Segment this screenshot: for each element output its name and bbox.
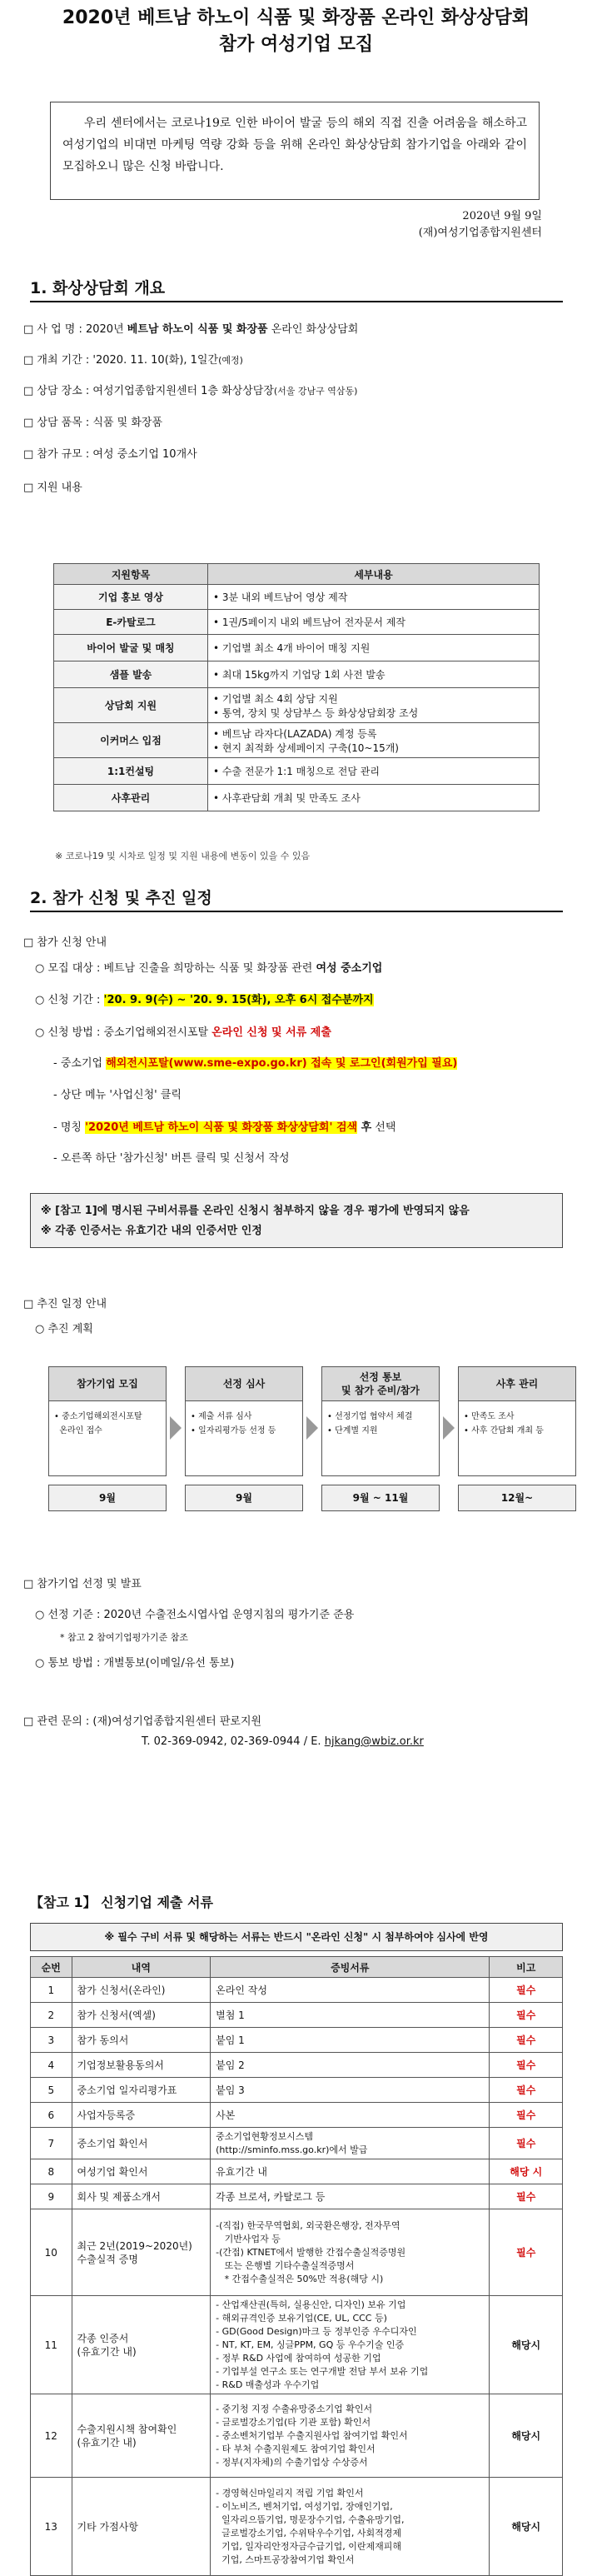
document-row [31,2028,563,2053]
title-line-1: 2020년 베트남 하노이 식품 및 화장품 온라인 화상상담회 [62,7,530,28]
method-sub-4: - 오른쪽 하단 '참가신청' 버튼 클릭 및 신청서 작성 [53,1152,290,1165]
flow-step [48,1366,167,1511]
document-proof-line: 기업, 스마트공장참여기업 확인서 [216,2554,355,2565]
items-line: □ 상담 품목 : 식품 및 화장품 [23,417,163,429]
support-detail-line: • 통역, 장치 및 상담부스 등 화상상담회장 조성 [213,706,419,719]
document-no: 11 [31,2296,72,2394]
sub3-suffix: 선택 [371,1121,396,1134]
target-prefix: ○ 모집 대상 : 베트남 진출을 희망하는 식품 및 화장품 관련 [35,962,316,975]
document-proof-line: - 글로벌강소기업(타 기관 포함) 확인서 [216,2416,371,2428]
flow-step-body-line: • 만족도 조사 [464,1412,515,1421]
document-row [31,2478,563,2576]
support-detail-line: • 기업별 최소 4회 상담 지원 [213,692,338,705]
flow-step-period: 9월 [185,1485,303,1511]
document-proof-line: - GD(Good Design)마크 등 정부인증 우수디자인 [216,2325,417,2337]
document-remark: 필수 [490,2078,563,2103]
flow-step-title: 선정 심사 [185,1366,303,1401]
document-name: 각종 인증서 (유효기간 내) [72,2296,211,2394]
document-row [31,2209,563,2296]
arrow-right-icon [443,1416,455,1440]
notice-org: (재)여성기업종합지원센터 [418,227,542,239]
flow-step-body [48,1401,167,1476]
support-header-item: 지원항목 [54,564,208,585]
target-bold: 여성 중소기업 [316,962,383,975]
target-line [35,959,382,975]
document-remark: 해당시 [490,2394,563,2478]
document-remark: 해당시 [490,2296,563,2394]
document-proof-line: * 간접수출실적은 50%만 적용(해당 시) [216,2273,384,2284]
document-no: 7 [31,2128,72,2159]
document-remark: 필수 [490,2003,563,2028]
doc-header-no: 순번 [31,1957,72,1978]
flow-step-period: 9월 ~ 11월 [321,1485,440,1511]
document-proof-line: 일자리으뜸기업, 명문장수기업, 수출유망기업, [216,2514,405,2525]
document-proof [211,2159,490,2184]
contact-email-link[interactable]: hjkang@wbiz.or.kr [324,1735,424,1748]
flow-step-period: 12월~ [458,1485,576,1511]
support-item: 기업 홍보 영상 [54,585,208,610]
document-proof-line: 붙임 1 [216,2034,245,2046]
flow-step-title: 선정 통보 및 참가 준비/참가 [321,1366,440,1401]
flow-step [185,1366,303,1511]
document-proof-line: 사본 [216,2109,236,2121]
flow-step-period: 9월 [48,1485,167,1511]
support-row [54,610,540,635]
support-detail-line: • 3분 내외 베트남어 영상 제작 [213,592,348,603]
document-proof-line: 또는 은행별 기타수출실적증명서 [216,2259,355,2271]
flow-step-body-line: • 일자리평가등 선정 등 [191,1426,276,1435]
document-proof-line: -(직접) 한국무역협회, 외국환은행장, 전자무역 [216,2219,400,2231]
event-bold: 베트남 하노이 식품 및 화장품 [127,323,268,336]
flow-step-body-line: 온라인 접수 [54,1426,102,1435]
period-line [23,351,243,367]
flow-step-body-line: • 중소기업해외전시포탈 [54,1412,142,1421]
document-proof-line: (http://sminfo.mss.go.kr)에서 발급 [216,2144,368,2155]
arrow-right-icon [306,1416,318,1440]
flow-step-body [458,1401,576,1476]
flow-step [458,1366,576,1511]
document-proof-line: 별첨 1 [216,2009,245,2021]
support-detail [208,661,540,688]
event-suffix: 온라인 화상상담회 [267,323,359,336]
document-no: 12 [31,2394,72,2478]
document-row [31,2103,563,2128]
document-no: 10 [31,2209,72,2296]
document-no: 8 [31,2159,72,2184]
document-name: 사업자등록증 [72,2103,211,2128]
support-item: 1:1컨설팅 [54,758,208,785]
flow-step [321,1366,440,1511]
document-row [31,2128,563,2159]
warning-box [30,1193,563,1248]
document-name: 참가 동의서 [72,2028,211,2053]
document-proof [211,2184,490,2209]
support-detail-line: • 1권/5페이지 내외 베트남어 전자문서 제작 [213,617,405,628]
apply-period-b: '20. 9. 15(화), 오후 6시 접수분까지 [189,994,374,1006]
support-row [54,661,540,688]
venue-small: (서울 강남구 역삼동) [273,386,358,397]
apply-header: □ 참가 신청 안내 [23,936,107,949]
document-no: 4 [31,2053,72,2078]
document-name: 여성기업 확인서 [72,2159,211,2184]
document-no: 5 [31,2078,72,2103]
document-proof-line: 온라인 작성 [216,1984,267,1996]
document-proof [211,2478,490,2576]
document-proof-line: - 경영혁신마일리지 적립 기업 확인서 [216,2487,364,2499]
schedule-header: □ 추진 일정 안내 [23,1298,107,1310]
document-proof [211,2103,490,2128]
document-row [31,2078,563,2103]
select-ref: * 참고 2 참여기업평가기준 참조 [60,1632,188,1643]
support-detail [208,688,540,723]
document-proof-line: 붙임 2 [216,2059,245,2071]
document-name: 중소기업 일자리평가표 [72,2078,211,2103]
flow-step-body-line: • 제출 서류 심사 [191,1412,252,1421]
document-no: 13 [31,2478,72,2576]
notice-box: 우리 센터에서는 코로나19로 인한 바이어 발굴 등의 해외 직접 진출 어려움을 해소하고 여성기업의 비대면 마케팅 역량 강화 등을 위해 온라인 화상상담회 참가기업을 아래와 같이 모집하오니 많은 신청 바랍니다. [50,102,540,200]
support-detail-line: • 최대 15kg까지 기업당 1회 사전 발송 [213,669,386,681]
contact-line: □ 관련 문의 : (재)여성기업종합지원센터 판로지원 [23,1715,262,1728]
document-proof-line: 기업, 일자리안정자금수급기업, 이란제재피해 [216,2540,402,2552]
warning-2: ※ 각종 인증서는 유효기간 내의 인증서만 인정 [41,1225,262,1237]
support-header-detail: 세부내용 [208,564,540,585]
document-row [31,2053,563,2078]
document-row [31,2184,563,2209]
document-proof-line: 붙임 3 [216,2084,245,2096]
support-line: □ 지원 내용 [23,482,82,494]
document-name: 참가 신청서(엑셀) [72,2003,211,2028]
document-name: 참가 신청서(온라인) [72,1978,211,2003]
document-remark: 해당 시 [490,2159,563,2184]
support-row [54,785,540,811]
support-detail [208,785,540,811]
sub1-prefix: - 중소기업 [53,1057,107,1070]
select-criteria-text: ○ 선정 기준 : 2020년 수출전소시엽사업 운영지침의 평가기준 준용 [35,1609,355,1621]
scale-line: □ 참가 규모 : 여성 중소기업 10개사 [23,448,197,461]
schedule-sub: ○ 추진 계획 [35,1323,93,1335]
reference-title: 【참고 1】 신청기업 제출 서류 [30,1895,213,1910]
notice-date: 2020년 9월 9일 [462,210,542,222]
document-proof [211,2128,490,2159]
method-sub-2: - 상단 메뉴 '사업신청' 클릭 [53,1089,182,1101]
support-detail-line: • 수출 전문가 1:1 매칭으로 전담 관리 [213,766,380,777]
document-proof-line: - 정부(지자체)의 수출기업상 수상증서 [216,2456,368,2468]
document-proof-line: -(간접) KTNET에서 발행한 간접수출실적증명원 [216,2246,406,2258]
section-2-title: 2. 참가 신청 및 추진 일정 [30,886,563,912]
document-row [31,2394,563,2478]
support-row [54,688,540,723]
sub3-yellow: '2020년 베트남 하노이 식품 및 화장품 화상상담회' 검색 [85,1121,358,1134]
flow-step-title: 참가기업 모집 [48,1366,167,1401]
title-line-2: 참가 여성기업 모집 [218,34,374,55]
support-row [54,723,540,758]
document-no: 1 [31,1978,72,2003]
document-row [31,2296,563,2394]
document-no: 9 [31,2184,72,2209]
support-row [54,585,540,610]
method-sub-1 [53,1054,457,1070]
support-table [53,563,540,811]
document-proof [211,2296,490,2394]
support-row [54,635,540,661]
document-row [31,2003,563,2028]
sme-expo-link[interactable]: 해외전시포탈(www.sme-expo.go.kr) 접속 및 로그인(회원가입 필요) [106,1057,458,1070]
support-detail-line: • 베트남 라자다(LAZADA) 계정 등록 [213,727,377,740]
support-detail [208,610,540,635]
document-proof-line: - 해외규격인증 보유기업(CE, UL, CCC 등) [216,2312,387,2324]
document-name: 기업정보활용동의서 [72,2053,211,2078]
document-proof-line: 유효기간 내 [216,2165,267,2178]
support-detail [208,758,540,785]
method-sub-3 [53,1118,395,1134]
document-row [31,1978,563,2003]
select-header: □ 참가기업 선정 및 발표 [23,1578,142,1590]
support-detail [208,723,540,758]
document-name: 수출지원시책 참여확인 (유효기간 내) [72,2394,211,2478]
document-no: 3 [31,2028,72,2053]
document-proof-line: - 산업재산권(특허, 실용신안, 디자인) 보유 기업 [216,2299,406,2310]
document-proof-line: - 정부 R&D 사업에 참여하여 성공한 기업 [216,2352,381,2364]
document-remark: 필수 [490,2053,563,2078]
support-row [54,758,540,785]
document-proof-line: 기반사업자 등 [216,2233,281,2244]
support-item: 사후관리 [54,785,208,811]
method-prefix: ○ 신청 방법 : 중소기업해외전시포탈 [35,1026,212,1039]
support-detail-line: • 사후관담회 개최 및 만족도 조사 [213,792,361,804]
document-proof-line: - 중기청 지정 수출유망중소기업 확인서 [216,2403,373,2414]
document-proof-line: - 기업부설 연구소 또는 연구개발 전담 부서 보유 기업 [216,2365,429,2377]
flow-step-title: 사후 관리 [458,1366,576,1401]
document-proof-line: - 이노비즈, 벤처기업, 여성기업, 장애인기업, [216,2500,393,2512]
flow-step-body-line: • 단계별 지원 [327,1426,378,1435]
document-remark: 필수 [490,2209,563,2296]
support-item: 바이어 발굴 및 매칭 [54,635,208,661]
support-item: E-카탈로그 [54,610,208,635]
venue-text: □ 상담 장소 : 여성기업종합지원센터 1층 화상상담장 [23,385,274,397]
document-proof-line: 중소기업현황정보시스템 [216,2130,314,2142]
notify-line: ○ 통보 방법 : 개별통보(이메일/유선 통보) [35,1657,235,1670]
document-remark: 해당시 [490,2478,563,2576]
flow-step-body [185,1401,303,1476]
venue-line [23,382,357,397]
document-remark: 필수 [490,2128,563,2159]
document-proof [211,2003,490,2028]
document-remark: 필수 [490,2103,563,2128]
period-small: (예정) [218,355,243,366]
apply-period-line [35,991,374,1006]
period-text: □ 개최 기간 : '2020. 11. 10(화), 1일간 [23,354,219,367]
document-proof-line: - NT, KT, EM, 싱글PPM, GQ 등 우수기술 인증 [216,2339,405,2350]
sub3-suffix-bold: 후 [357,1121,372,1134]
document-proof [211,2394,490,2478]
doc-header-remark: 비고 [490,1957,563,1978]
flow-step-body [321,1401,440,1476]
event-name-line [23,320,358,336]
method-red: 온라인 신청 및 서류 제출 [211,1026,331,1039]
document-proof [211,2209,490,2296]
document-remark: 필수 [490,2184,563,2209]
arrow-right-icon [170,1416,182,1440]
document-no: 2 [31,2003,72,2028]
document-title [25,5,567,58]
document-proof [211,2078,490,2103]
document-proof [211,2053,490,2078]
select-criteria [35,1605,354,1621]
contact-tel-line [142,1735,424,1748]
document-name: 중소기업 확인서 [72,2128,211,2159]
support-detail-line: • 기업별 최소 4개 바이어 매칭 지원 [213,642,371,654]
flow-step-body-line: • 사후 간담회 개최 등 [464,1426,544,1435]
reference-note: ※ 필수 구비 서류 및 해당하는 서류는 반드시 "온라인 신청" 시 첨부하여야 심사에 반영 [30,1923,563,1951]
contact-tel: T. 02-369-0942, 02-369-0944 / E. [142,1735,325,1748]
document-name: 최근 2년(2019~2020년) 수출실적 증명 [72,2209,211,2296]
method-line [35,1023,331,1039]
support-detail [208,585,540,610]
support-item: 이커머스 입점 [54,723,208,758]
section-1-title: 1. 화상상담회 개요 [30,276,563,302]
support-note: ※ 코로나19 및 시차로 일정 및 지원 내용에 변동이 있을 수 있음 [55,851,311,861]
doc-header-doc: 증빙서류 [211,1957,490,1978]
document-proof-line: 글로벌강소기업, 수위탁우수기업, 사회적경제 [216,2527,402,2539]
apply-period-a: '20. 9. 9(수) ~ [103,994,190,1006]
document-name: 기타 가점사항 [72,2478,211,2576]
document-no: 6 [31,2103,72,2128]
support-item: 샘플 발송 [54,661,208,688]
doc-header-name: 내역 [72,1957,211,1978]
document-remark: 필수 [490,2028,563,2053]
support-detail-line: • 현지 최적화 상세페이지 구축(10~15개) [213,741,399,754]
sub3-prefix: - 명칭 [53,1121,86,1134]
document-proof-line: - 타 부처 수출지원제도 참여기업 확인서 [216,2443,376,2454]
document-proof-line: - R&D 매출성과 우수기업 [216,2379,320,2390]
documents-table [30,1956,563,2576]
support-item: 상담회 지원 [54,688,208,723]
flow-step-body-line: • 선정기업 협약서 체결 [327,1412,413,1421]
document-proof-line: - 중소벤처기업부 수출지원사업 참여기업 확인서 [216,2429,408,2441]
document-row [31,2159,563,2184]
document-proof [211,1978,490,2003]
document-proof [211,2028,490,2053]
apply-period-prefix: ○ 신청 기간 : [35,994,104,1006]
support-detail [208,635,540,661]
event-prefix: □ 사 업 명 : 2020년 [23,323,127,336]
warning-1: ※ [참고 1]에 명시된 구비서류를 온라인 신청시 첨부하지 않을 경우 평가에 반영되지 않음 [41,1205,470,1217]
document-name: 회사 및 제품소개서 [72,2184,211,2209]
document-remark: 필수 [490,1978,563,2003]
document-proof-line: 각종 브로셔, 카탈로그 등 [216,2190,326,2203]
